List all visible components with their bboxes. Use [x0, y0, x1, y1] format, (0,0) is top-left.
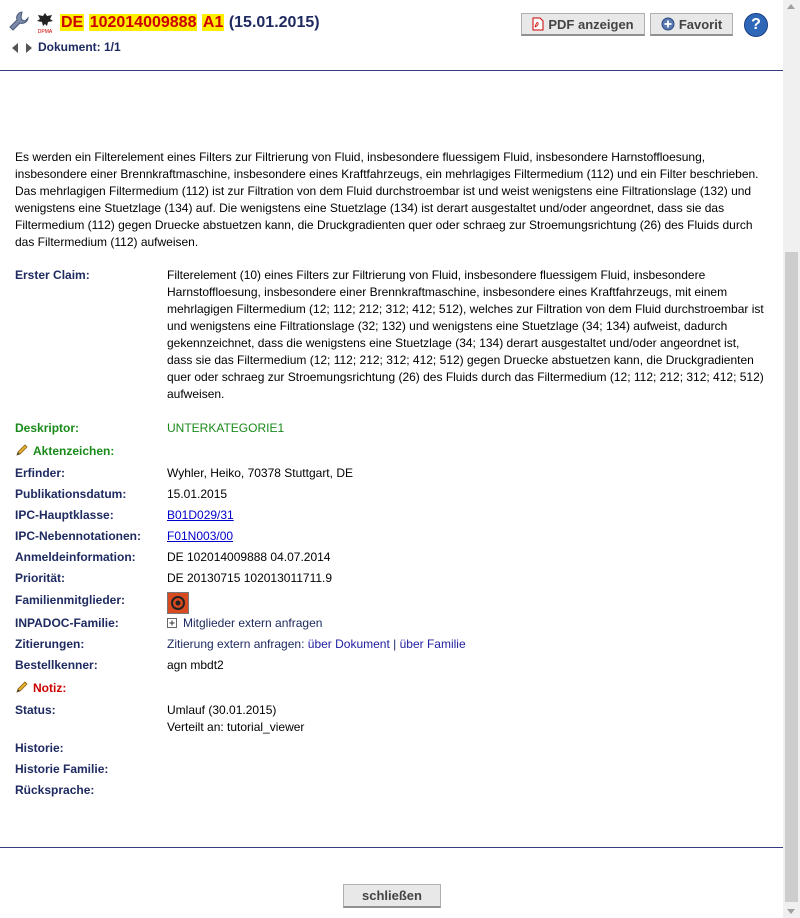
ruecksprache-label: Rücksprache:: [15, 783, 95, 797]
pencil-icon[interactable]: [15, 443, 29, 457]
add-circle-icon: [661, 17, 675, 31]
erfinder-label: Erfinder:: [15, 466, 66, 480]
ipc-side-link[interactable]: F01N003/00: [167, 529, 234, 543]
pdf-button-label: PDF anzeigen: [548, 16, 634, 32]
next-icon[interactable]: [26, 43, 32, 53]
historie-label: Historie:: [15, 741, 64, 755]
publikationsdatum-value: 15.01.2015: [167, 487, 228, 501]
bestellkenner-value: agn mbdt2: [167, 658, 224, 672]
deskriptor-value: UNTERKATEGORIE1: [167, 421, 285, 435]
citations-prefix: Zitierung extern anfragen:: [167, 637, 305, 651]
ipc-main-link[interactable]: B01D029/31: [167, 508, 234, 522]
document-header: [0, 0, 783, 71]
help-icon[interactable]: [744, 13, 768, 37]
first-claim-text: Filterelement (10) eines Filters zur Filtrierung von Fluid, insbesondere fluessigem Fluid, insbesondere Harnstoffloesung, insbesondere einer Brennkraftmaschine, insbesondere eines Kraftfahrzeugs, mit einem mehrlagigen Filtermedium (12; 112; 212; 312; 412; 512), welches zur Filtration von dem Fluid durchstroembar ist und wenigstens eine Filtrationslage (32; 132) und wenigstens eine Stuetzlage (34; 134) aufweist, dadurch gekennzeichnet, dass die wenigstens eine Stuetzlage (34; 134) derart ausgestaltet und/oder angeordnet ist, dass sie das Filtermedium (12; 112; 212; 312; 412; 512) gegen Druecke abstuetzen kann, die Druckgradienten quer oder schraeg zur Stroemungsrichtung (26) des Fluids durch das Filtermedium (12; 112; 212; 312; 412; 512) aufweisen.: [167, 268, 764, 401]
help-icon-label: ?: [751, 16, 761, 33]
publication-date: (15.01.2015): [228, 14, 320, 31]
deskriptor-label: Deskriptor:: [15, 421, 80, 435]
ipc-side-label: IPC-Nebennotationen:: [15, 529, 141, 543]
citations-separator: |: [393, 637, 397, 651]
first-claim-label: Erster Claim:: [15, 268, 90, 282]
favorite-button-label: Favorit: [678, 16, 723, 32]
scroll-thumb[interactable]: [785, 252, 798, 902]
citations-by-family-link[interactable]: über Familie: [399, 637, 466, 651]
ipc-main-label: IPC-Hauptklasse:: [15, 508, 114, 522]
aktenzeichen-heading: [15, 443, 114, 460]
expand-icon[interactable]: [167, 618, 177, 628]
bestellkenner-label: Bestellkenner:: [15, 658, 98, 672]
aktenzeichen-label: Aktenzeichen:: [33, 444, 115, 458]
status-distribution: Verteilt an: tutorial_viewer: [167, 720, 305, 734]
inpadoc-label: INPADOC-Familie:: [15, 616, 119, 630]
dpma-eagle-icon: [36, 12, 54, 34]
previous-icon[interactable]: [12, 43, 18, 53]
citations-by-document-link[interactable]: über Dokument: [307, 637, 390, 651]
zitierungen-label: Zitierungen:: [15, 637, 85, 651]
anmeldeinformation-label: Anmeldeinformation:: [15, 550, 136, 564]
familienmitglieder-label: Familienmitglieder:: [15, 593, 126, 607]
document-counter: Dokument: 1/1: [38, 40, 121, 54]
scroll-up-icon[interactable]: [787, 4, 795, 9]
notiz-label: Notiz:: [33, 681, 67, 695]
favorite-button[interactable]: [650, 13, 733, 36]
kind-code: A1: [202, 14, 224, 31]
document-navigation: [12, 40, 121, 54]
family-members-icon[interactable]: [167, 592, 189, 614]
document-number: 102014009888: [89, 14, 197, 31]
prioritaet-value: DE 20130715 102013011711.9: [167, 571, 333, 585]
scroll-down-icon[interactable]: [787, 909, 795, 914]
erfinder-value: Wyhler, Heiko, 70378 Stuttgart, DE: [167, 466, 353, 480]
pdf-button[interactable]: [521, 13, 645, 36]
historie-familie-label: Historie Familie:: [15, 762, 109, 776]
pdf-icon: [532, 17, 544, 31]
inpadoc-request-link[interactable]: Mitglieder extern anfragen: [183, 616, 323, 630]
pencil-icon[interactable]: [15, 680, 29, 694]
notiz-heading: [15, 680, 66, 697]
prioritaet-label: Priorität:: [15, 571, 66, 585]
dpma-logo-text: DPMA: [37, 29, 53, 34]
vertical-scrollbar[interactable]: [783, 0, 800, 918]
anmeldeinformation-value: DE 102014009888 04.07.2014: [167, 550, 331, 564]
footer-divider: [0, 847, 783, 848]
status-value: Umlauf (30.01.2015): [167, 703, 277, 717]
close-button[interactable]: schließen: [343, 884, 441, 908]
status-label: Status:: [15, 703, 56, 717]
document-title: [60, 14, 320, 32]
abstract-text: Es werden ein Filterelement eines Filters zur Filtrierung von Fluid, insbesondere fluessigem Fluid, insbesondere Harnstoffloesung, insbesondere einer Brennkraftmaschine, insbesondere eines Kraftfahrzeugs, ein mehrlagiges Filtermedium (112) und ein Filter beschrieben. Das mehrlagigen Filtermedium (112) ist zur Filtration von dem Fluid durchstroembar ist und weist wenigstens eine Filtrationslage (132) und wenigstens eine Stuetzlage (134) auf. Die wenigstens eine Stuetzlage (134) ist derart ausgestaltet und/oder angeordnet, dass sie das Filtermedium (112) gegen Druecke abstuetzen kann, die Druckgradienten quer oder schraeg zur Stroemungsrichtung (26) des Fluids durch das Filtermedium (112) aufweisen.: [15, 150, 759, 249]
wrench-icon[interactable]: [8, 10, 30, 32]
country-code: DE: [61, 14, 84, 31]
publikationsdatum-label: Publikationsdatum:: [15, 487, 127, 501]
